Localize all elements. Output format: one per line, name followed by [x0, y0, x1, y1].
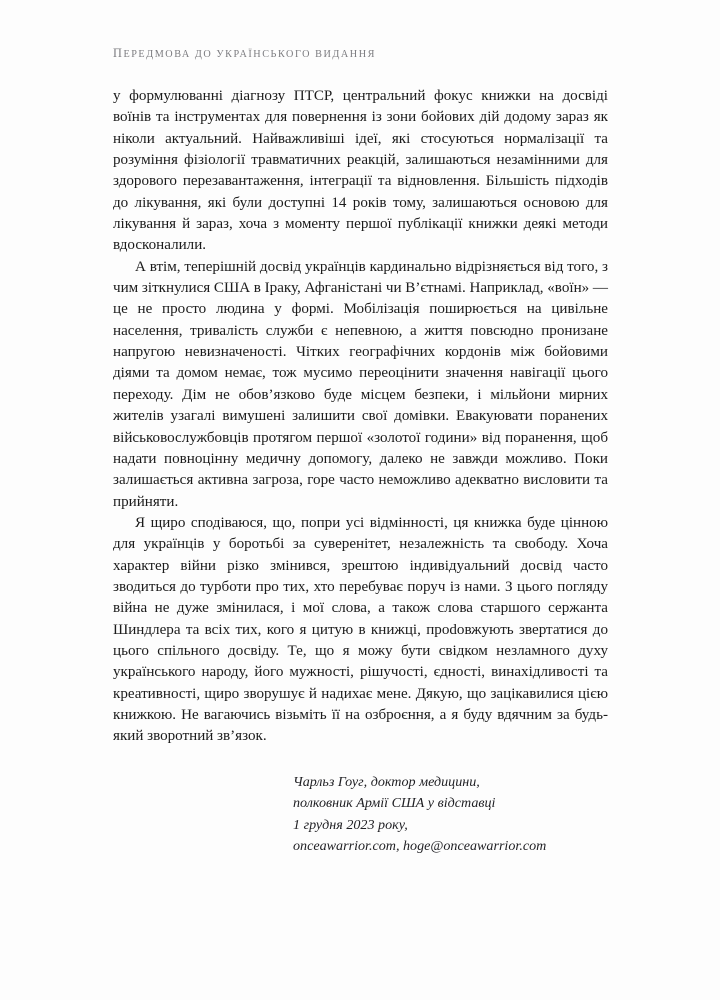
body-text-block [113, 86, 608, 748]
paragraph-body: А втім, теперішній досвід українців кардинально відрізняється від того, з чим зіткнулися США в Іраку, Афганістані чи В’єтнамі. Наприклад, «воїн» — це не просто людина у формі. Мобілізація поширюється на цивільне населення, тривалість служби є непевною, а життя повсюдно пронизане напругою невизначеності. Чітких географічних кордонів між бойовими діями та домом немає, тож мусимо переоцінити значення навігації цього переходу. Дім не обов’язково буде місцем безпеки, і мільйони мирних жителів узагалі вимушені залишити свої домівки. Евакуювати поранених військовослужбовців протягом першої «золотої години» від поранення, щоб надати повноцінну медичну допомогу, далеко не завжди можливо. Поки залишається активна загроза, горе часто неможливо адекватно висловити та прийняти. [113, 258, 608, 510]
signature-date: 1 грудня 2023 року, [293, 816, 408, 833]
signature-contact: onceawarrior.com, hoge@onceawarrior.com [293, 838, 547, 855]
signature-block [293, 772, 613, 858]
running-head: ПЕРЕДМОВА ДО УКРАЇНСЬКОГО ВИДАННЯ [113, 46, 376, 60]
paragraph-body: Я щиро сподіваюся, що, попри усі відмінності, ця книжка буде цінною для українців у боротьбі за суверенітет, незалежність та свободу. Хоча характер війни різко змінився, зрештою індивідуальний досвід часто зводиться до турботи про тих, хто перебуває поруч із нами. З цього погляду війна не дуже змінилася, і мої слова, а також слова старшого сержанта Шиндлера та всіх тих, кого я цитую в книжці, проdовжують звертатися до цього спільного досвіду. Те, що я можу бути свідком незламного духу українського народу, його мужності, рішучості, єдності, винахідливості та креативності, щиро зворушує й надихає мене. Дякую, що зацікавилися цією книжкою. Не вагаючись візьміть її на озброєння, а я буду вдячним за будь-який зворотний зв’язок. [113, 514, 608, 745]
signature-author: Чарльз Гоуг, доктор медицини, [293, 774, 480, 790]
paragraph-continued: у формулюванні діагнозу ПТСР, центральний фокус книжки на досвіді воїнів та інструментах для повернення із зони бойових дій додому зараз як ніколи актуальний. Найважливіші ідеї, які стосуються нормалізації та розуміння фізіології травматичних реакцій, залишаються незамінними для здорового перезавантаження, інтеграції та відновлення. Більшість підходів до лікування, які були доступні 14 років тому, залишаються основою для лікування й зараз, хоча з моменту першої публікації книжки деякі методи вдосконалили. [113, 88, 608, 254]
signature-rank: полковник Армії США у відставці [293, 795, 496, 812]
